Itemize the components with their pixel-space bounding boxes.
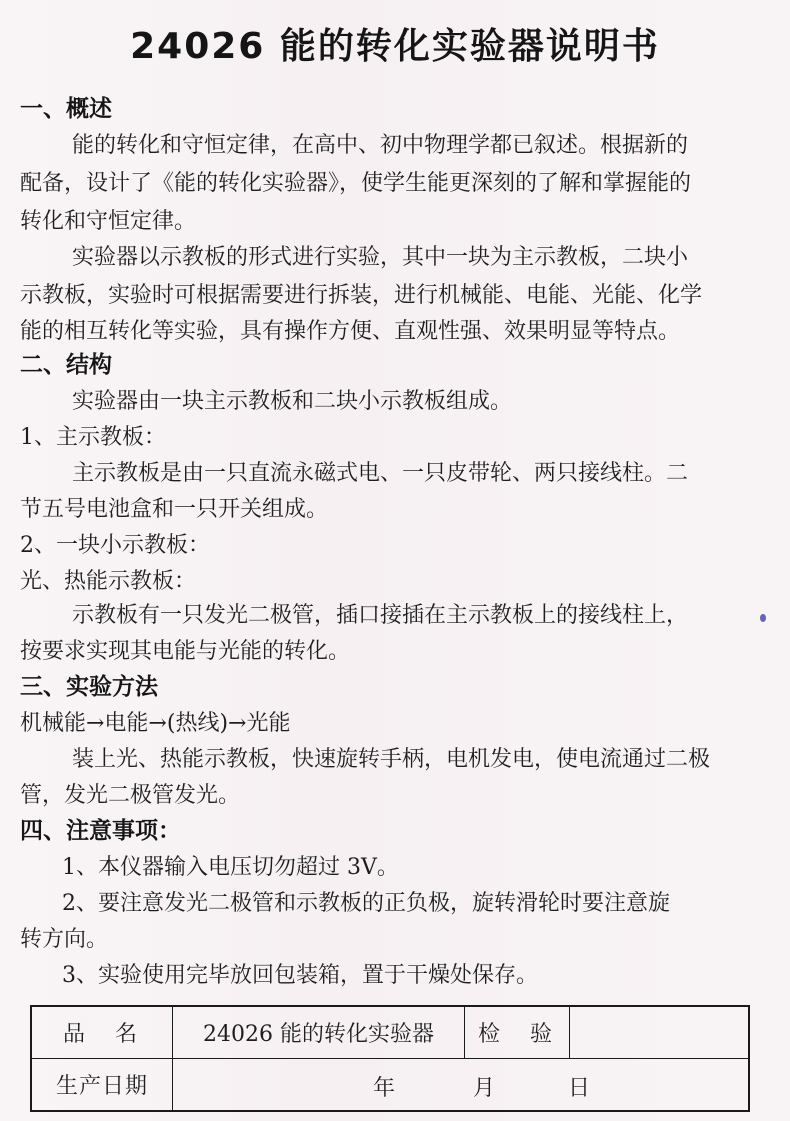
structure-line: 实验器由一块主示教板和二块小示教板组成。	[72, 389, 513, 414]
section-heading-method: 三、实验方法	[20, 674, 158, 700]
date-day-label: 日	[568, 1076, 591, 1101]
date-month-label: 月	[473, 1076, 496, 1101]
notes-line: 转方向。	[20, 927, 109, 952]
structure-subheading: 1、主示教板：	[20, 425, 166, 450]
notes-line: 3、实验使用完毕放回包装箱，置于干燥处保存。	[62, 963, 538, 988]
section-heading-notes: 四、注意事项：	[20, 818, 181, 844]
overview-line: 能的转化和守恒定律，在高中、初中物理学都已叙述。根据新的	[72, 133, 689, 158]
structure-line: 示教板有一只发光二极管，插口接插在主示教板上的接线柱上，	[72, 603, 689, 628]
method-line: 装上光、热能示教板，快速旋转手柄，电机发电，使电流通过二极	[72, 747, 711, 772]
overview-line: 转化和守恒定律。	[20, 209, 197, 234]
product-info-table	[30, 1005, 750, 1112]
product-name-label: 品 名	[31, 1006, 173, 1059]
overview-line: 示教板，实验时可根据需要进行拆装，进行机械能、电能、光能、化学	[20, 283, 703, 308]
production-date-value	[173, 1059, 750, 1112]
notes-line: 2、要注意发光二极管和示教板的正负极，旋转滑轮时要注意旋	[62, 891, 670, 916]
structure-line: 主示教板是由一只直流永磁式电、一只皮带轮、两只接线柱。二	[72, 461, 689, 486]
notes-line: 1、本仪器输入电压切勿超过 3V。	[62, 855, 399, 880]
inspection-value	[570, 1006, 750, 1059]
overview-line: 能的相互转化等实验，具有操作方便、直观性强、效果明显等特点。	[20, 319, 681, 344]
production-date-label: 生产日期	[31, 1059, 173, 1112]
table-row	[31, 1059, 749, 1112]
method-line: 管，发光二极管发光。	[20, 783, 241, 808]
method-line: 机械能→电能→(热线)→光能	[20, 711, 291, 736]
overview-line: 配备，设计了《能的转化实验器》，使学生能更深刻的了解和掌握能的	[20, 171, 692, 196]
inspection-label: 检 验	[465, 1006, 570, 1059]
section-heading-overview: 一、概述	[20, 96, 112, 122]
date-year-label: 年	[373, 1076, 396, 1101]
structure-subheading: 2、一块小示教板：	[20, 533, 210, 558]
overview-line: 实验器以示教板的形式进行实验，其中一块为主示教板，二块小	[72, 245, 689, 270]
structure-subheading: 光、热能示教板：	[20, 569, 197, 594]
ink-mark	[760, 614, 766, 622]
section-heading-structure: 二、结构	[20, 352, 112, 378]
structure-line: 按要求实现其电能与光能的转化。	[20, 639, 351, 664]
table-row	[31, 1006, 749, 1059]
structure-line: 节五号电池盒和一只开关组成。	[20, 497, 329, 522]
page-title: 24026 能的转化实验器说明书	[130, 26, 660, 67]
product-name-value: 24026 能的转化实验器	[173, 1006, 465, 1059]
